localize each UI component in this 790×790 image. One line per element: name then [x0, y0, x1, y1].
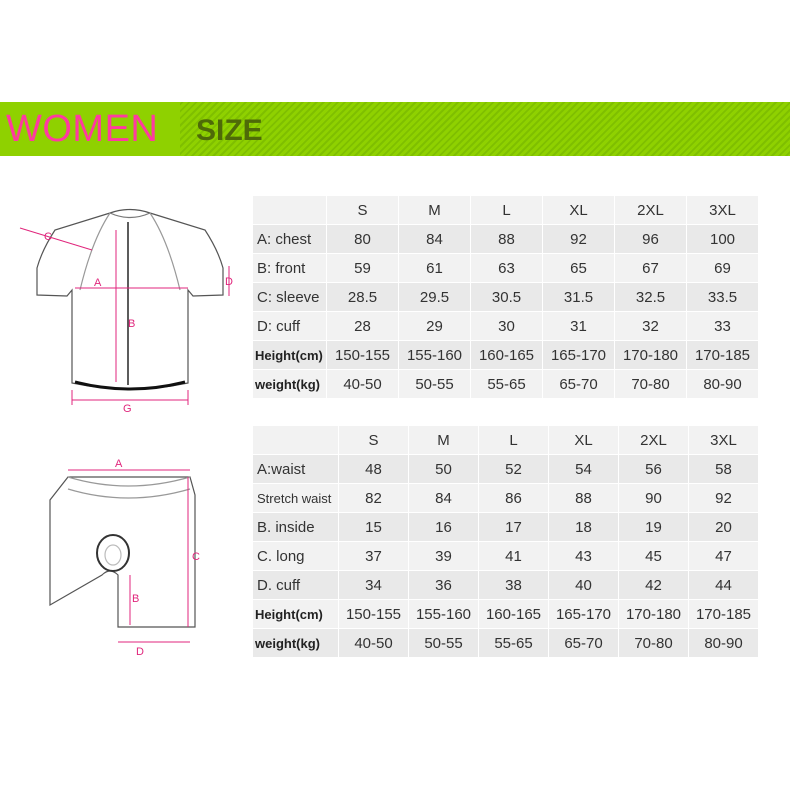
row-label: C. long [253, 542, 339, 571]
title-banner [0, 102, 790, 156]
shorts-label-b: B [132, 593, 140, 605]
cell: 58 [689, 455, 759, 484]
row-label: A:waist [253, 455, 339, 484]
cell: 170-185 [687, 341, 759, 370]
row-label: Stretch waist [253, 484, 339, 513]
table-header-row [253, 196, 759, 225]
jersey-label-d: D [225, 276, 233, 288]
size-l-header: L [471, 196, 543, 225]
size-m-header: M [399, 196, 471, 225]
cell: 43 [549, 542, 619, 571]
size-xl-header: XL [549, 426, 619, 455]
size-3xl-header: 3XL [689, 426, 759, 455]
table-row [253, 629, 759, 658]
size-s-header: S [327, 196, 399, 225]
cell: 36 [409, 571, 479, 600]
cell: 170-180 [619, 600, 689, 629]
cell: 32 [615, 312, 687, 341]
jersey-measure-lines [20, 228, 229, 405]
cell: 69 [687, 254, 759, 283]
jersey-label-b: B [128, 318, 136, 330]
cell: 32.5 [615, 283, 687, 312]
cell: 70-80 [619, 629, 689, 658]
cell: 165-170 [543, 341, 615, 370]
cell: 34 [339, 571, 409, 600]
table-row [253, 341, 759, 370]
cell: 17 [479, 513, 549, 542]
shorts-label-a: A [115, 458, 123, 470]
cell: 39 [409, 542, 479, 571]
cell: 37 [339, 542, 409, 571]
table-row [253, 484, 759, 513]
jersey-size-table [252, 195, 759, 399]
cell: 40-50 [327, 370, 399, 399]
jersey-label-g: G [123, 403, 132, 415]
cell: 54 [549, 455, 619, 484]
cell: 31.5 [543, 283, 615, 312]
cell: 160-165 [471, 341, 543, 370]
shorts-size-table [252, 425, 759, 658]
table-row [253, 542, 759, 571]
cell: 50-55 [399, 370, 471, 399]
cell: 86 [479, 484, 549, 513]
cell: 165-170 [549, 600, 619, 629]
table-row [253, 254, 759, 283]
row-label: B: front [253, 254, 327, 283]
cell: 88 [471, 225, 543, 254]
cell: 33.5 [687, 283, 759, 312]
header-blank [253, 196, 327, 225]
cell: 31 [543, 312, 615, 341]
cell: 18 [549, 513, 619, 542]
header-blank [253, 426, 339, 455]
cell: 55-65 [471, 370, 543, 399]
table-row [253, 571, 759, 600]
size-xl-header: XL [543, 196, 615, 225]
cell: 52 [479, 455, 549, 484]
cell: 44 [689, 571, 759, 600]
cell: 59 [327, 254, 399, 283]
cell: 80 [327, 225, 399, 254]
cell: 80-90 [687, 370, 759, 399]
table-row [253, 312, 759, 341]
size-3xl-header: 3XL [687, 196, 759, 225]
cell: 150-155 [327, 341, 399, 370]
cell: 50 [409, 455, 479, 484]
cell: 65-70 [549, 629, 619, 658]
cell: 20 [689, 513, 759, 542]
cell: 82 [339, 484, 409, 513]
jersey-label-c: C [44, 231, 52, 243]
cell: 33 [687, 312, 759, 341]
table-row [253, 283, 759, 312]
cell: 65 [543, 254, 615, 283]
cell: 88 [549, 484, 619, 513]
table-row [253, 370, 759, 399]
table-row [253, 513, 759, 542]
cell: 150-155 [339, 600, 409, 629]
cell: 30 [471, 312, 543, 341]
cell: 84 [399, 225, 471, 254]
cell: 155-160 [399, 341, 471, 370]
cell: 50-55 [409, 629, 479, 658]
cell: 96 [615, 225, 687, 254]
cell: 47 [689, 542, 759, 571]
cell: 92 [543, 225, 615, 254]
jersey-label-a: A [94, 277, 102, 289]
women-title: WOMEN [6, 108, 159, 150]
cell: 45 [619, 542, 689, 571]
row-label: A: chest [253, 225, 327, 254]
cell: 90 [619, 484, 689, 513]
cell: 40 [549, 571, 619, 600]
table-row [253, 225, 759, 254]
cell: 61 [399, 254, 471, 283]
cell: 67 [615, 254, 687, 283]
row-label: Height(cm) [253, 600, 339, 629]
table-row [253, 600, 759, 629]
shorts-diagram [40, 455, 240, 660]
cell: 29.5 [399, 283, 471, 312]
cell: 160-165 [479, 600, 549, 629]
size-title: SIZE [196, 114, 263, 147]
jersey-diagram [10, 200, 250, 420]
row-label: D. cuff [253, 571, 339, 600]
cell: 84 [409, 484, 479, 513]
cell: 38 [479, 571, 549, 600]
size-2xl-header: 2XL [615, 196, 687, 225]
cell: 15 [339, 513, 409, 542]
cell: 41 [479, 542, 549, 571]
cell: 80-90 [689, 629, 759, 658]
size-l-header: L [479, 426, 549, 455]
cell: 28 [327, 312, 399, 341]
row-label: B. inside [253, 513, 339, 542]
size-s-header: S [339, 426, 409, 455]
cell: 63 [471, 254, 543, 283]
size-2xl-header: 2XL [619, 426, 689, 455]
shorts-outline [50, 477, 195, 627]
row-label: D: cuff [253, 312, 327, 341]
cell: 29 [399, 312, 471, 341]
cell: 56 [619, 455, 689, 484]
table-row [253, 455, 759, 484]
cell: 65-70 [543, 370, 615, 399]
cell: 170-185 [689, 600, 759, 629]
table-header-row [253, 426, 759, 455]
shorts-label-d: D [136, 646, 144, 658]
cell: 28.5 [327, 283, 399, 312]
row-label: C: sleeve [253, 283, 327, 312]
row-label: weight(kg) [253, 370, 327, 399]
cell: 48 [339, 455, 409, 484]
cell: 16 [409, 513, 479, 542]
cell: 42 [619, 571, 689, 600]
cell: 70-80 [615, 370, 687, 399]
row-label: Height(cm) [253, 341, 327, 370]
cell: 55-65 [479, 629, 549, 658]
cell: 155-160 [409, 600, 479, 629]
size-m-header: M [409, 426, 479, 455]
cell: 170-180 [615, 341, 687, 370]
row-label: weight(kg) [253, 629, 339, 658]
shorts-label-c: C [192, 551, 200, 563]
cell: 92 [689, 484, 759, 513]
cell: 19 [619, 513, 689, 542]
cell: 40-50 [339, 629, 409, 658]
jersey-outline [37, 210, 223, 390]
cell: 100 [687, 225, 759, 254]
cell: 30.5 [471, 283, 543, 312]
